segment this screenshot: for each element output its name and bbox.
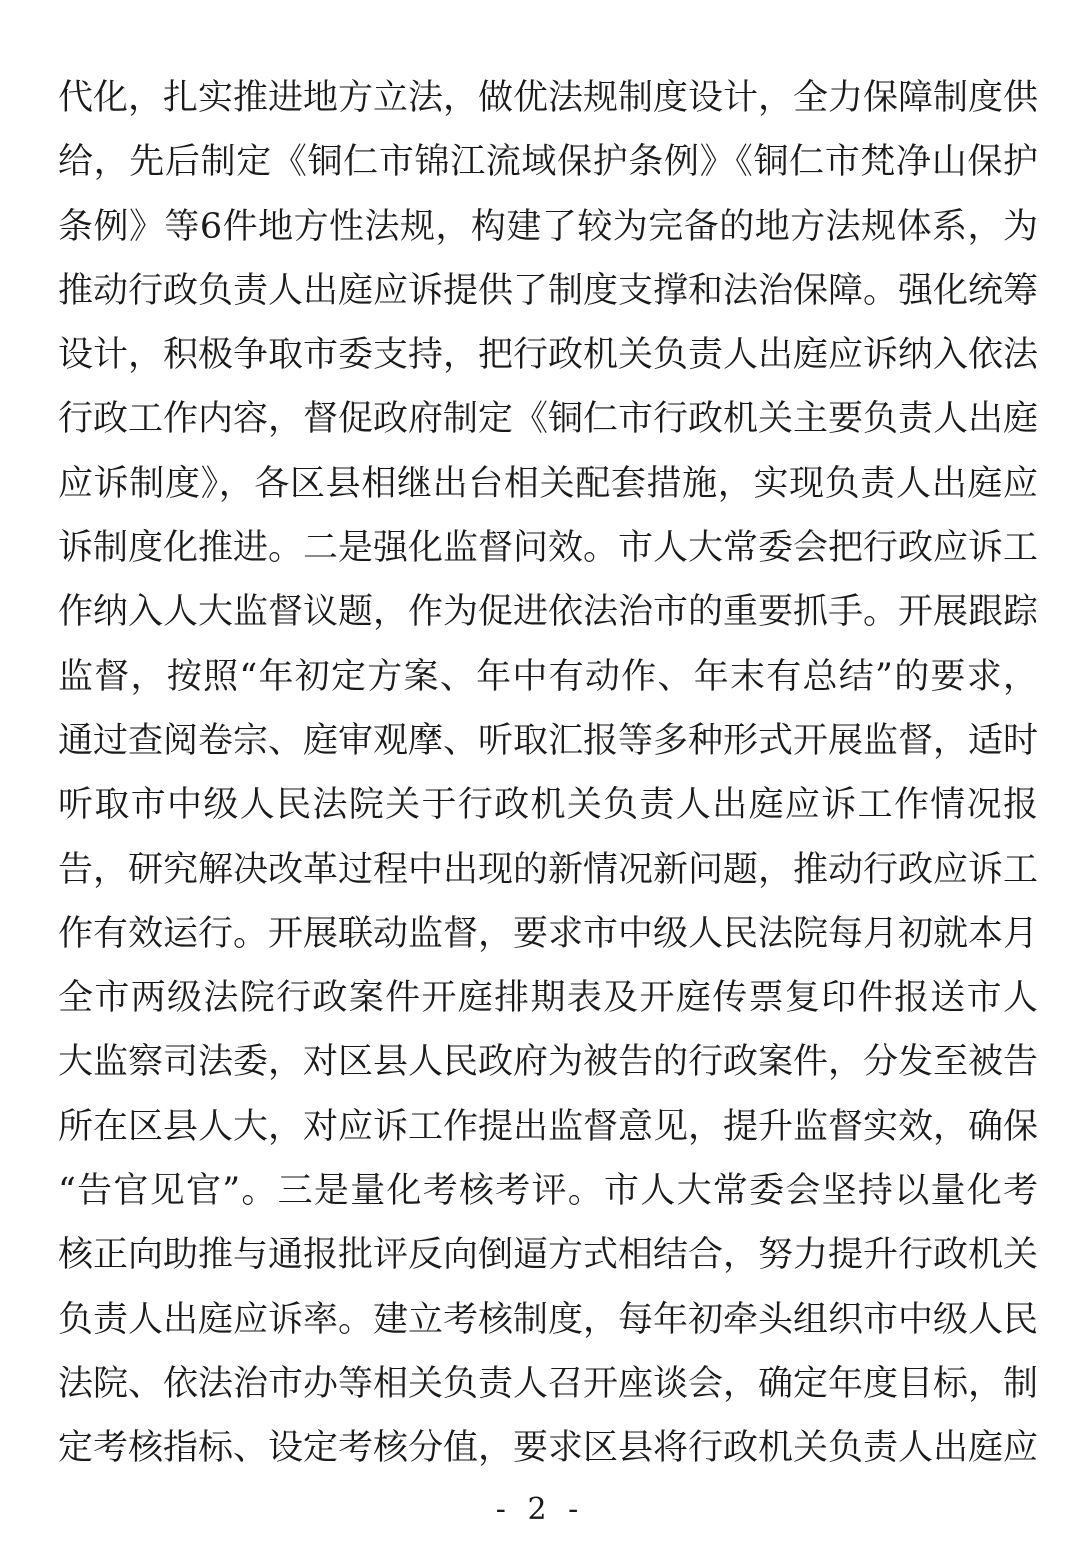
text-line-13: 告，研究解决改革过程中出现的新情况新问题，推动行政应诉工 — [58, 849, 1039, 890]
text-line-4: 推动行政负责人出庭应诉提供了制度支撑和法治保障。强化统筹 — [58, 270, 1039, 311]
text-line-2: 给，先后制定《铜仁市锦江流域保护条例》《铜仁市梵净山保护 — [58, 142, 1038, 183]
text-line-5: 设计，积极争取市委支持，把行政机关负责人出庭应诉纳入依法 — [58, 335, 1039, 376]
page-number: - 2 - — [495, 1492, 585, 1527]
text-line-17: 所在区县人大，对应诉工作提出监督意见，提升监督实效，确保 — [58, 1106, 1039, 1147]
text-line-6: 行政工作内容，督促政府制定《铜仁市行政机关主要负责人出庭 — [58, 399, 1039, 440]
text-line-15: 全市两级法院行政案件开庭排期表及开庭传票复印件报送市人 — [58, 978, 1038, 1019]
text-line-9: 作纳入人大监督议题，作为促进依法治市的重要抓手。开展跟踪 — [58, 592, 1039, 633]
text-line-18: “告官见官”。三是量化考核考评。市人大常委会坚持以量化考 — [58, 1171, 1038, 1212]
text-line-16: 大监察司法委，对区县人民政府为被告的行政案件，分发至被告 — [58, 1042, 1039, 1083]
text-line-19: 核正向助推与通报批评反向倒逼方式相结合，努力提升行政机关 — [58, 1235, 1039, 1276]
text-line-1: 代化，扎实推进地方立法，做优法规制度设计，全力保障制度供 — [58, 78, 1039, 118]
text-line-20: 负责人出庭应诉率。建立考核制度，每年初牵头组织市中级人民 — [58, 1299, 1039, 1340]
body-text — [58, 66, 1038, 1481]
text-line-12: 听取市中级人民法院关于行政机关负责人出庭应诉工作情况报 — [58, 785, 1038, 826]
text-line-11: 通过查阅卷宗、庭审观摩、听取汇报等多种形式开展监督，适时 — [58, 720, 1039, 761]
text-line-7: 应诉制度》，各区县相继出台相关配套措施，实现负责人出庭应 — [58, 463, 1038, 504]
text-line-22: 定考核指标、设定考核分值，要求区县将行政机关负责人出庭应 — [58, 1428, 1039, 1469]
text-line-21: 法院、依法治市办等相关负责人召开座谈会，确定年度目标，制 — [58, 1363, 1039, 1404]
text-line-10: 监督，按照“年初定方案、年中有动作、年末有总结”的要求， — [58, 656, 1038, 697]
text-line-3: 条例》等6件地方性法规，构建了较为完备的地方法规体系，为 — [58, 206, 1038, 247]
text-line-8: 诉制度化推进。二是强化监督问效。市人大常委会把行政应诉工 — [58, 528, 1039, 569]
text-line-14: 作有效运行。开展联动监督，要求市中级人民法院每月初就本月 — [58, 913, 1039, 954]
